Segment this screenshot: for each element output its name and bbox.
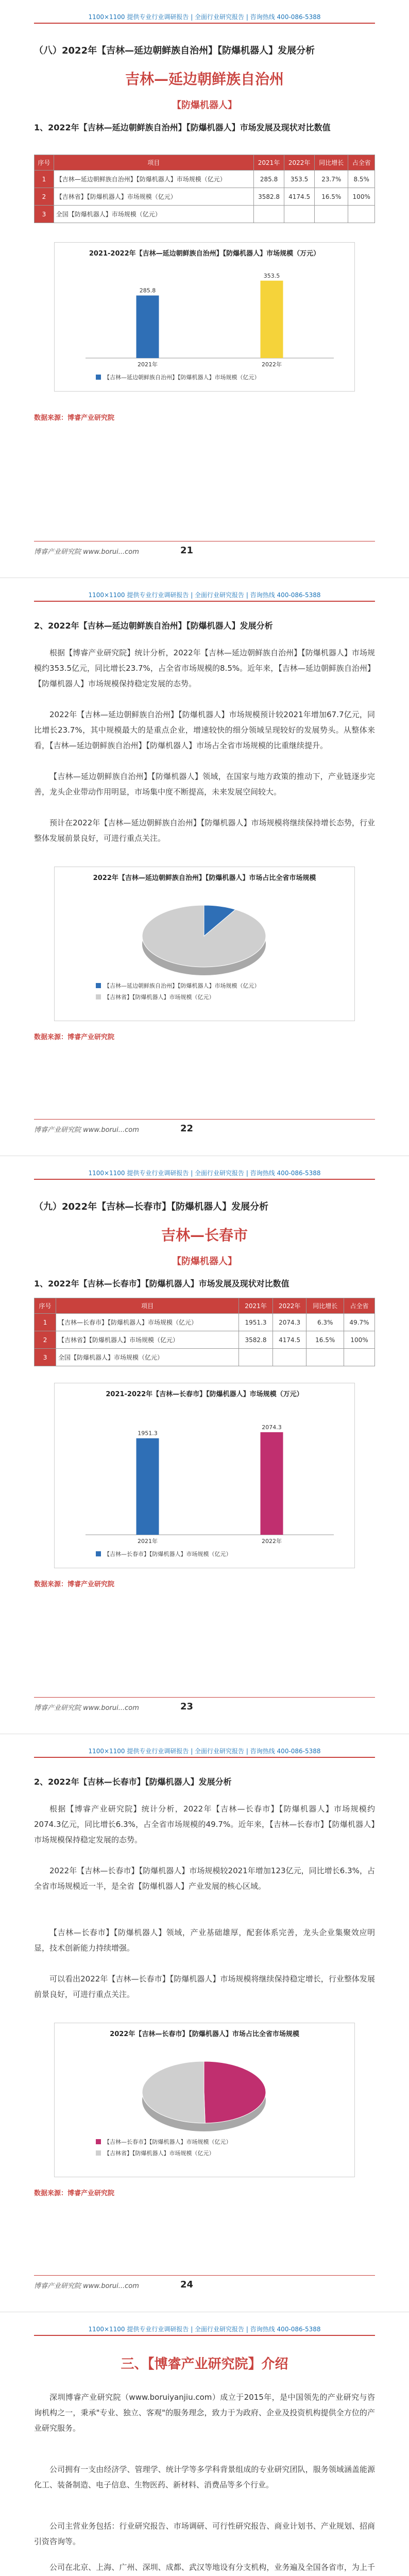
footer-text: 博睿产业研究院 www.borui...com — [34, 2282, 139, 2290]
table-row — [35, 171, 375, 188]
table-cell — [284, 206, 315, 223]
chart-caption: 2021-2022年【吉林—延边朝鲜族自治州】【防爆机器人】市场规模（万元） — [89, 250, 320, 258]
data-label: 285.8 — [139, 287, 156, 294]
table-header: 2021年 — [254, 155, 284, 171]
table-row — [35, 206, 375, 223]
table-cell: 全国【防爆机器人】市场规模（亿元） — [56, 1349, 239, 1366]
legend-label: 【吉林—长春市】【防爆机器人】市场规模（亿元） — [104, 2139, 232, 2145]
table-cell: 1951.3 — [239, 1314, 273, 1331]
footer-text: 博睿产业研究院 www.borui...com — [34, 548, 139, 556]
bar-chart — [55, 1401, 354, 1566]
body-paragraph: 2022年【吉林—长春市】【防爆机器人】市场规模较2021年增加123亿元，同比增长6.3%，占全省市场规模近一半，是全省【防爆机器人】产业发展的核心区域。 — [34, 1866, 375, 1891]
report-page-21 — [0, 0, 409, 578]
table-cell: 全国【防爆机器人】市场规模（亿元） — [54, 206, 253, 223]
table-cell — [272, 1349, 306, 1366]
body-paragraph: 深圳博睿产业研究院（www.boruiyanjiu.com）成立于2015年，是中国领先的产业研究与咨询机构之一，秉承"专业、独立、客观"的服务理念，致力于为政府、企业及投资机构提供全方位的产业研究服务。 — [34, 2393, 375, 2433]
table-cell — [344, 1349, 374, 1366]
legend-label: 【吉林省】【防爆机器人】市场规模（亿元） — [104, 994, 215, 1001]
table-cell: 1 — [35, 171, 54, 188]
table-cell — [348, 206, 375, 223]
body-paragraph: 根据【博睿产业研究院】统计分析，2022年【吉林—长春市】【防爆机器人】市场规模约2074.3亿元，同比增长6.3%，占全省市场规模的49.7%。近年来，【吉林—长春市】【防爆机器人】市场规模保持稳定发展的态势。 — [34, 1804, 375, 1844]
table-header: 项目 — [56, 1298, 239, 1314]
x-tick-label: 2022年 — [262, 361, 282, 368]
table-cell: 16.5% — [306, 1331, 344, 1349]
x-tick-label: 2021年 — [138, 1538, 158, 1545]
bar-chart-frame — [54, 242, 355, 392]
legend-swatch — [96, 2150, 101, 2156]
bar — [137, 1438, 159, 1535]
data-label: 1951.3 — [138, 1430, 158, 1437]
data-label: 2074.3 — [262, 1423, 282, 1431]
footer-rule — [34, 1119, 375, 1120]
running-header: 1100×1100 提供专业行业调研报告 | 全面行业研究报告 | 咨询热线 400-086-5388 — [88, 1170, 321, 1177]
legend-swatch — [96, 375, 101, 380]
chart-caption: 2021-2022年【吉林—长春市】【防爆机器人】市场规模（万元） — [106, 1391, 303, 1398]
product-title: 【防爆机器人】 — [172, 1256, 237, 1267]
running-header: 1100×1100 提供专业行业调研报告 | 全面行业研究报告 | 咨询热线 400-086-5388 — [88, 2326, 321, 2333]
table-cell: 3 — [35, 1349, 56, 1366]
table-cell: 49.7% — [344, 1314, 374, 1331]
legend-swatch — [96, 983, 101, 988]
pie-chart — [55, 885, 354, 1019]
sub-heading: 1、2022年【吉林—长春市】【防爆机器人】市场发展及现状对比数值 — [34, 1279, 289, 1289]
body-paragraph: 公司主营业务包括：行业研究报告、市场调研、可行性研究报告、商业计划书、产业规划、招商引资咨询等。 — [34, 2521, 375, 2546]
table-cell: 6.3% — [306, 1314, 344, 1331]
table-cell: 3 — [35, 206, 54, 223]
table-row — [35, 1349, 375, 1366]
source-line: 数据来源：博睿产业研究院 — [34, 1581, 115, 1588]
section-heading: （九）2022年【吉林—长春市】【防爆机器人】发展分析 — [34, 1201, 269, 1212]
table-cell: 285.8 — [254, 171, 284, 188]
pie-chart — [55, 2041, 354, 2175]
table-cell: 【吉林省】【防爆机器人】市场规模（亿元） — [56, 1331, 239, 1349]
report-page-24 — [0, 1734, 409, 2312]
source-line: 数据来源：博睿产业研究院 — [34, 2190, 115, 2197]
table-cell: 4174.5 — [272, 1331, 306, 1349]
footer-text: 博睿产业研究院 www.borui...com — [34, 1126, 139, 1134]
data-table — [34, 1298, 375, 1366]
table-header: 序号 — [35, 1298, 56, 1314]
table-cell — [254, 206, 284, 223]
x-tick-label: 2022年 — [262, 1538, 282, 1545]
body-paragraph: 公司在北京、上海、广州、深圳、成都、武汉等地设有分支机构，业务遍及全国各省市，为上千 — [49, 2563, 375, 2572]
pie-chart-frame — [54, 2023, 355, 2177]
legend-swatch — [96, 2139, 101, 2144]
legend-label: 【吉林—延边朝鲜族自治州】【防爆机器人】市场规模（亿元） — [104, 374, 260, 381]
table-header: 2022年 — [284, 155, 315, 171]
header-rule — [34, 2335, 375, 2336]
table-header: 占全省 — [348, 155, 375, 171]
table-cell: 1 — [35, 1314, 56, 1331]
table-cell: 3582.8 — [239, 1331, 273, 1349]
sub-heading: 2、2022年【吉林—长春市】【防爆机器人】发展分析 — [34, 1777, 232, 1787]
header-rule — [34, 23, 375, 24]
table-row — [35, 1314, 375, 1331]
page-number: 24 — [180, 2279, 194, 2290]
table-row — [35, 1331, 375, 1349]
footer-rule — [34, 2275, 375, 2276]
body-paragraph: 【吉林—延边朝鲜族自治州】【防爆机器人】领域，在国家与地方政策的推动下，产业链逐步完善，龙头企业带动作用明显，市场集中度不断提高，未来发展空间较大。 — [34, 772, 375, 796]
body-paragraph: 预计在2022年【吉林—延边朝鲜族自治州】【防爆机器人】市场规模将继续保持增长态势，行业整体发展前景良好，可进行重点关注。 — [34, 818, 375, 843]
table-cell: 16.5% — [315, 188, 348, 206]
table-cell: 353.5 — [284, 171, 315, 188]
table-cell: 【吉林—长春市】【防爆机器人】市场规模（亿元） — [56, 1314, 239, 1331]
bar-chart — [55, 260, 354, 389]
body-paragraph: 2022年【吉林—延边朝鲜族自治州】【防爆机器人】市场规模预计较2021年增加67.7亿元，同比增长23.7%，其中规模最大的是重点企业，增速较快的细分领域呈现较好的发展势头。从整体来看，【吉林—延边朝鲜族自治州】【防爆机器人】市场占全省市场规模的比重继续提升。 — [34, 710, 375, 750]
table-row — [35, 188, 375, 206]
table-header: 同比增长 — [306, 1298, 344, 1314]
report-page-22 — [0, 578, 409, 1156]
header-rule — [34, 1179, 375, 1180]
footer-text: 博睿产业研究院 www.borui...com — [34, 1704, 139, 1712]
table-header: 2022年 — [272, 1298, 306, 1314]
table-cell — [239, 1349, 273, 1366]
page-number: 22 — [180, 1123, 194, 1134]
table-header: 占全省 — [344, 1298, 374, 1314]
data-label: 353.5 — [263, 272, 280, 279]
table-cell: 100% — [348, 188, 375, 206]
city-title: 吉林—长春市 — [161, 1227, 248, 1244]
table-header: 同比增长 — [315, 155, 348, 171]
table-header: 序号 — [35, 155, 54, 171]
source-line: 数据来源：博睿产业研究院 — [34, 1033, 115, 1041]
pie-slice — [142, 905, 266, 967]
sub-heading: 1、2022年【吉林—延边朝鲜族自治州】【防爆机器人】市场发展及现状对比数值 — [34, 123, 331, 132]
source-line: 数据来源：博睿产业研究院 — [34, 414, 115, 422]
table-cell: 100% — [344, 1331, 374, 1349]
legend-label: 【吉林—长春市】【防爆机器人】市场规模（亿元） — [104, 1551, 232, 1557]
running-header: 1100×1100 提供专业行业调研报告 | 全面行业研究报告 | 咨询热线 400-086-5388 — [88, 591, 321, 599]
legend-swatch — [96, 1551, 101, 1556]
bar — [261, 281, 283, 358]
body-paragraph: 根据【博睿产业研究院】统计分析，2022年【吉林—延边朝鲜族自治州】【防爆机器人】市场规模约353.5亿元，同比增长23.7%，占全省市场规模的8.5%。近年来，【吉林—延边朝鲜族自治州】【防爆机器人】市场规模保持稳定发展的态势。 — [34, 648, 375, 688]
chart-caption: 2022年【吉林—长春市】【防爆机器人】市场占比全省市场规模 — [110, 2030, 299, 2038]
section-heading: （八）2022年【吉林—延边朝鲜族自治州】【防爆机器人】发展分析 — [34, 45, 315, 56]
page-number: 21 — [180, 545, 194, 556]
table-cell: 【吉林省】【防爆机器人】市场规模（亿元） — [54, 188, 253, 206]
legend-label: 【吉林—延边朝鲜族自治州】【防爆机器人】市场规模（亿元） — [104, 982, 260, 989]
body-paragraph: 可以看出2022年【吉林—长春市】【防爆机器人】市场规模将继续保持稳定增长，行业整体发展前景良好，可进行重点关注。 — [34, 1974, 375, 1999]
legend-label: 【吉林省】【防爆机器人】市场规模（亿元） — [104, 2150, 215, 2157]
table-cell: 2074.3 — [272, 1314, 306, 1331]
report-page-23 — [0, 1156, 409, 1734]
x-tick-label: 2021年 — [138, 361, 158, 368]
table-cell: 23.7% — [315, 171, 348, 188]
sub-heading: 2、2022年【吉林—延边朝鲜族自治州】【防爆机器人】发展分析 — [34, 621, 273, 631]
chart-caption: 2022年【吉林—延边朝鲜族自治州】【防爆机器人】市场占比全省市场规模 — [93, 874, 316, 882]
product-title: 【防爆机器人】 — [172, 100, 237, 111]
table-cell — [306, 1349, 344, 1366]
header-rule — [34, 601, 375, 602]
header-rule — [34, 1757, 375, 1758]
table-header: 项目 — [54, 155, 253, 171]
legend-swatch — [96, 994, 101, 999]
page-number: 23 — [180, 1701, 194, 1712]
table-cell — [315, 206, 348, 223]
table-header: 2021年 — [239, 1298, 273, 1314]
data-table — [34, 155, 375, 223]
report-page-25 — [0, 2312, 409, 2576]
about-banner: 三、【博睿产业研究院】介绍 — [121, 2357, 288, 2372]
body-paragraph: 【吉林—长春市】【防爆机器人】领域，产业基础雄厚，配套体系完善，龙头企业集聚效应明显，技术创新能力持续增强。 — [34, 1928, 375, 1953]
table-cell: 3582.8 — [254, 188, 284, 206]
table-cell: 2 — [35, 188, 54, 206]
footer-rule — [34, 1697, 375, 1698]
bar — [137, 296, 159, 358]
table-cell: 4174.5 — [284, 188, 315, 206]
table-cell: 2 — [35, 1331, 56, 1349]
city-title: 吉林—延边朝鲜族自治州 — [125, 71, 284, 88]
table-cell: 【吉林—延边朝鲜族自治州】【防爆机器人】市场规模（亿元） — [54, 171, 253, 188]
pie-chart-frame — [54, 867, 355, 1021]
body-paragraph: 公司拥有一支由经济学、管理学、统计学等多学科背景组成的专业研究团队，服务领域涵盖能源化工、装备制造、电子信息、生物医药、新材料、消费品等多个行业。 — [34, 2465, 375, 2489]
table-cell: 8.5% — [348, 171, 375, 188]
running-header: 1100×1100 提供专业行业调研报告 | 全面行业研究报告 | 咨询热线 400-086-5388 — [88, 1748, 321, 1755]
bar-chart-frame — [54, 1383, 355, 1568]
running-header: 1100×1100 提供专业行业调研报告 | 全面行业研究报告 | 咨询热线 400-086-5388 — [88, 13, 321, 21]
bar — [261, 1432, 283, 1535]
